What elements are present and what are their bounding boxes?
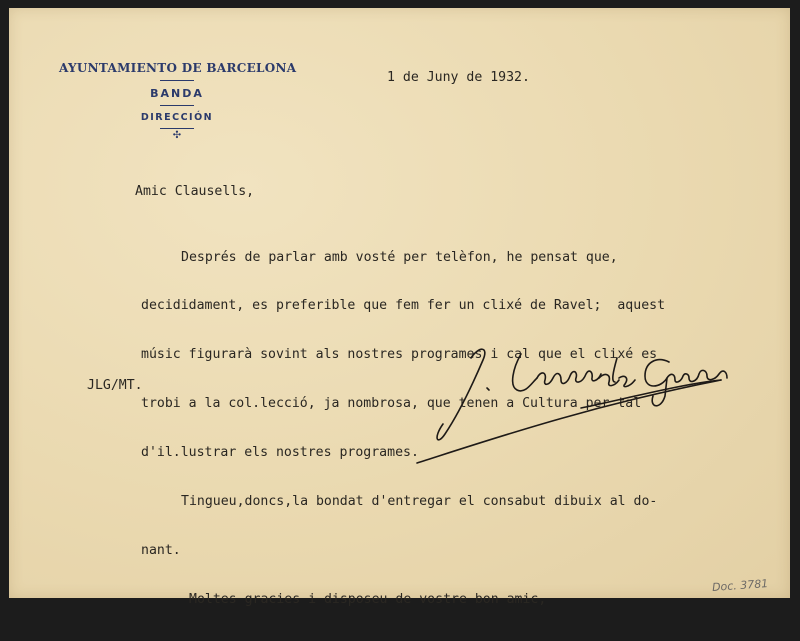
- body-line: nant.: [141, 542, 181, 558]
- letter-salutation: Amic Clausells,: [135, 184, 255, 199]
- letterhead-rule: [160, 105, 194, 106]
- letterhead-rule: [160, 128, 194, 129]
- letter-sheet: [9, 8, 790, 607]
- handwritten-signature: [409, 338, 739, 473]
- body-line: decididament, es preferible que fem fer un clixé de Ravel; aquest: [141, 298, 666, 314]
- letter-date: 1 de Juny de 1932.: [387, 70, 530, 85]
- body-line: d'il.lustrar els nostres programes.: [141, 445, 419, 461]
- letterhead: [59, 61, 295, 141]
- ornament-icon: ✣: [172, 130, 182, 141]
- letterhead-department: BANDA: [150, 87, 204, 100]
- letterhead-subdepartment: DIRECCIÓN: [140, 112, 214, 123]
- body-line: trobi a la col.lecció, ja nombrosa, que tenen a Cultura per tal: [141, 396, 642, 412]
- body-line: Moltes gracies i disposeu de vostre bon amic,: [189, 591, 547, 607]
- letterhead-organization: AYUNTAMIENTO DE BARCELONA: [59, 61, 297, 75]
- body-line: Tingueu,doncs,la bondat d'entregar el consabut dibuix al do-: [181, 494, 658, 510]
- body-line: Després de parlar amb vosté per telèfon, he pensat que,: [181, 249, 618, 265]
- letterhead-rule: [160, 80, 194, 81]
- signature-text: J. Lamote de Grignon: [409, 338, 418, 339]
- typist-initials: JLG/MT.: [87, 378, 143, 393]
- body-line: músic figurarà sovint als nostres programes i cal que el clixé es: [141, 347, 658, 363]
- archive-doc-number: Doc. 3781: [711, 577, 769, 594]
